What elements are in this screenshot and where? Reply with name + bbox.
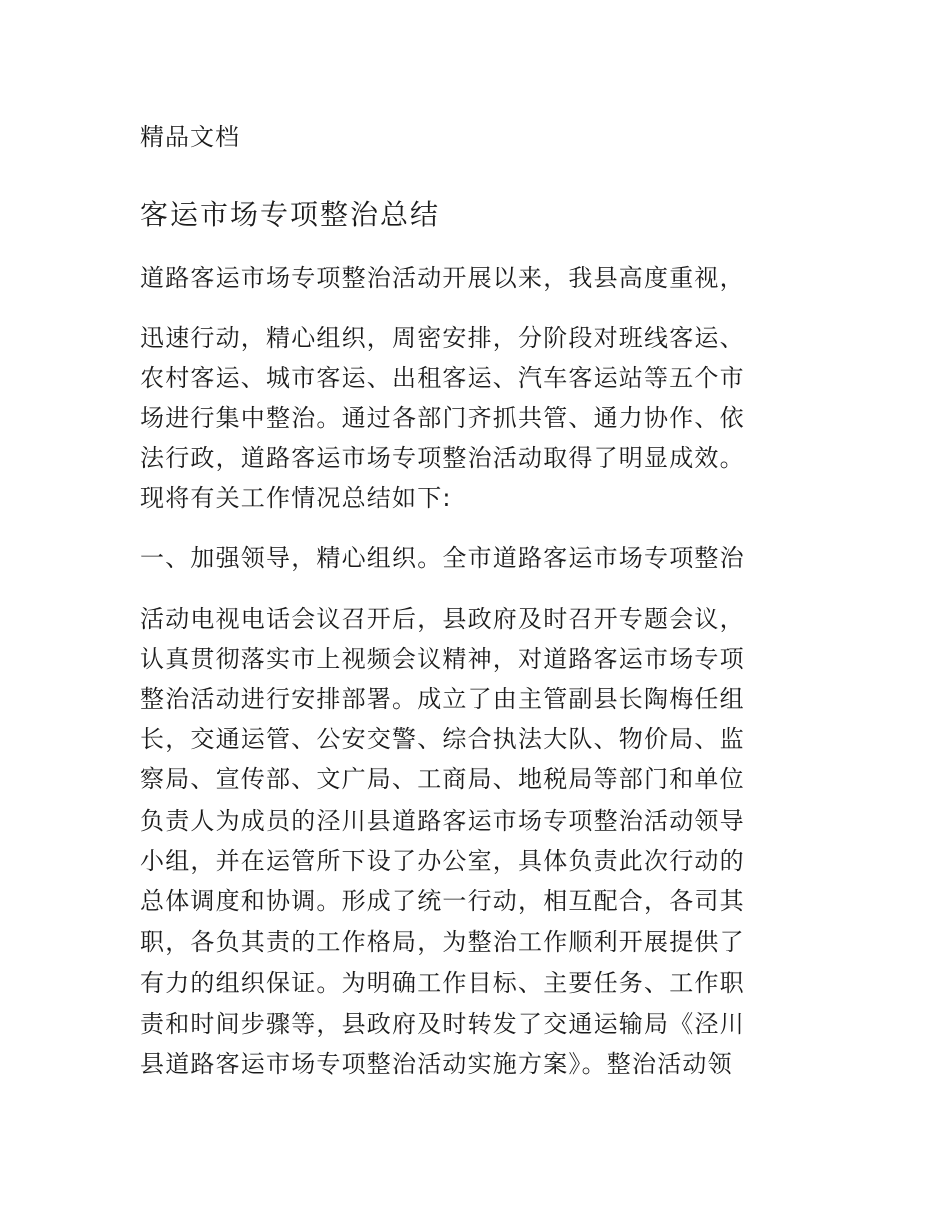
text-line: 一、加强领导，精心组织。全市道路客运市场专项整治 <box>140 544 745 572</box>
text-line: 总体调度和协调。形成了统一行动，相互配合，各司其 <box>140 887 745 915</box>
text-line: 道路客运市场专项整治活动开展以来，我县高度重视， <box>140 264 745 292</box>
text-line: 场进行集中整治。通过各部门齐抓共管、通力协作、依 <box>140 404 745 432</box>
text-line: 认真贯彻落实市上视频会议精神，对道路客运市场专项 <box>140 645 745 673</box>
text-line: 有力的组织保证。为明确工作目标、主要任务、工作职 <box>140 969 745 997</box>
text-line: 现将有关工作情况总结如下: <box>140 484 452 512</box>
text-line: 小组，并在运管所下设了办公室，具体负责此次行动的 <box>140 847 745 875</box>
text-line: 负责人为成员的泾川县道路客运市场专项整治活动领导 <box>140 807 745 835</box>
document-title: 客运市场专项整治总结 <box>140 198 441 231</box>
text-line: 农村客运、城市客运、出租客运、汽车客运站等五个市 <box>140 364 745 392</box>
text-line: 职，各负其责的工作格局，为整治工作顺利开展提供了 <box>140 928 745 956</box>
text-line: 长，交通运管、公安交警、综合执法大队、物价局、监 <box>140 725 745 753</box>
text-line: 迅速行动，精心组织，周密安排，分阶段对班线客运、 <box>140 324 745 352</box>
page-header: 精品文档 <box>140 123 240 151</box>
text-line: 责和时间步骤等，县政府及时转发了交通运输局《泾川 <box>140 1010 745 1038</box>
text-line: 活动电视电话会议召开后，县政府及时召开专题会议， <box>140 605 745 633</box>
text-line: 法行政，道路客运市场专项整治活动取得了明显成效。 <box>140 444 745 472</box>
text-line: 县道路客运市场专项整治活动实施方案》。整治活动领 <box>140 1050 733 1078</box>
text-line: 整治活动进行安排部署。成立了由主管副县长陶梅任组 <box>140 685 745 713</box>
text-line: 察局、宣传部、文广局、工商局、地税局等部门和单位 <box>140 765 745 793</box>
